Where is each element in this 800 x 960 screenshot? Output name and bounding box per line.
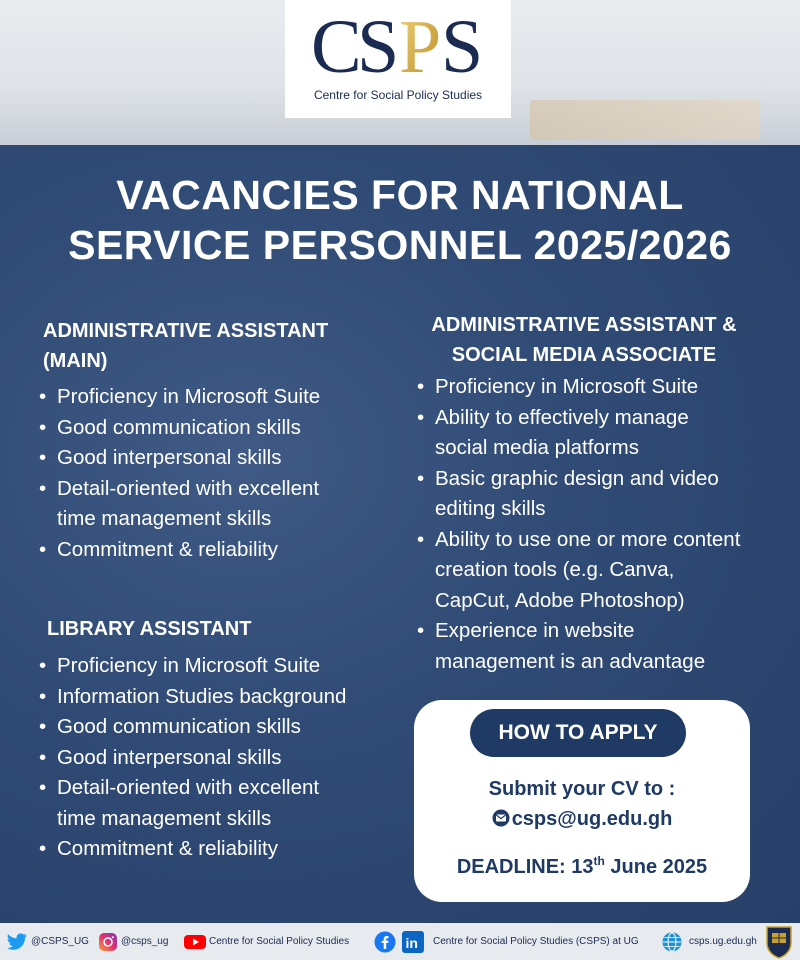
instagram-icon [98,932,118,952]
admin-main-title [43,316,328,376]
list-item: • Experience in website [417,616,797,647]
list-item: • Commitment & reliability [39,535,409,566]
footer-instagram[interactable] [98,923,168,960]
list-item: • Information Studies background [39,682,409,713]
library-list [39,651,409,865]
list-item-continuation: editing skills [435,497,546,520]
linkedin-icon [402,931,424,953]
admin-social-title-line2: SOCIAL MEDIA ASSOCIATE [451,344,717,366]
admin-social-title-line1: ADMINISTRATIVE ASSISTANT & [431,314,737,336]
list-item: • Ability to effectively manage [417,403,797,434]
logo-caption: Centre for Social Policy Studies [313,88,483,102]
email-row [414,808,750,831]
submit-cv-text: Submit your CV to : [488,778,676,800]
list-item: • Good interpersonal skills [39,443,409,474]
list-item: • Good communication skills [39,413,409,444]
admin-main-list [39,382,409,565]
csps-logo-mark [303,6,493,86]
deadline-text [414,854,750,879]
page-title [0,170,800,270]
twitter-handle: @CSPS_UG [31,936,89,947]
list-item: • Basic graphic design and video [417,464,797,495]
deadline-prefix: DEADLINE: 13 [456,856,594,878]
youtube-icon [184,934,206,950]
footer-bar [0,923,800,960]
youtube-channel: Centre for Social Policy Studies [209,936,350,947]
footer-website[interactable] [662,923,757,960]
svg-text:S: S [357,6,400,86]
how-to-apply-card [414,700,750,902]
list-item: • Detail-oriented with excellent [39,773,409,804]
list-item-continuation: CapCut, Adobe Photoshop) [435,588,685,612]
list-item: • Ability to use one or more content [417,525,797,556]
mail-icon [492,809,510,827]
library-title: LIBRARY ASSISTANT [47,618,252,640]
list-item-continuation: time management skills [57,806,272,830]
title-line-2: SERVICE PERSONNEL 2025/2026 [68,222,732,268]
linkedin-page: Centre for Social Policy Studies (CSPS) at UG [433,936,639,947]
background-shelf [530,100,760,140]
facebook-icon [374,931,396,953]
admin-main-title-line2: (MAIN) [43,350,108,372]
email-link[interactable]: csps@ug.edu.gh [511,808,673,830]
admin-social-list [417,372,797,677]
list-item: • Good communication skills [39,712,409,743]
list-item-continuation: social media platforms [435,436,639,459]
list-item: • Proficiency in Microsoft Suite [39,651,409,682]
list-item-continuation: time management skills [57,507,272,530]
footer-linkedin[interactable] [402,923,639,960]
admin-main-title-line1: ADMINISTRATIVE ASSISTANT [43,320,329,342]
list-item-continuation: management is an advantage [435,649,706,673]
deadline-date: June 2025 [604,856,708,878]
list-item: • Proficiency in Microsoft Suite [417,372,797,403]
footer-youtube[interactable] [184,923,349,960]
csps-logo [285,0,511,118]
list-item-continuation: creation tools (e.g. Canva, [435,558,675,581]
list-item: • Detail-oriented with excellent [39,474,409,505]
svg-text:in: in [405,934,418,951]
twitter-icon [6,933,28,951]
footer-twitter[interactable] [6,923,89,960]
globe-icon [662,932,682,952]
instagram-handle: @csps_ug [121,936,169,947]
svg-text:C: C [311,6,362,86]
list-item: • Commitment & reliability [39,834,409,865]
crest-icon [764,925,794,959]
list-item: • Proficiency in Microsoft Suite [39,382,409,413]
list-item: • Good interpersonal skills [39,743,409,774]
deadline-ordinal: th [593,854,605,868]
svg-text:S: S [441,6,484,86]
website-url: csps.ug.edu.gh [689,936,757,947]
how-to-apply-button[interactable]: HOW TO APPLY [470,709,686,757]
svg-text:P: P [399,6,442,86]
university-crest [764,923,794,960]
admin-social-title [414,310,754,370]
title-line-1: VACANCIES FOR NATIONAL [116,172,684,218]
footer-facebook[interactable] [374,923,399,960]
